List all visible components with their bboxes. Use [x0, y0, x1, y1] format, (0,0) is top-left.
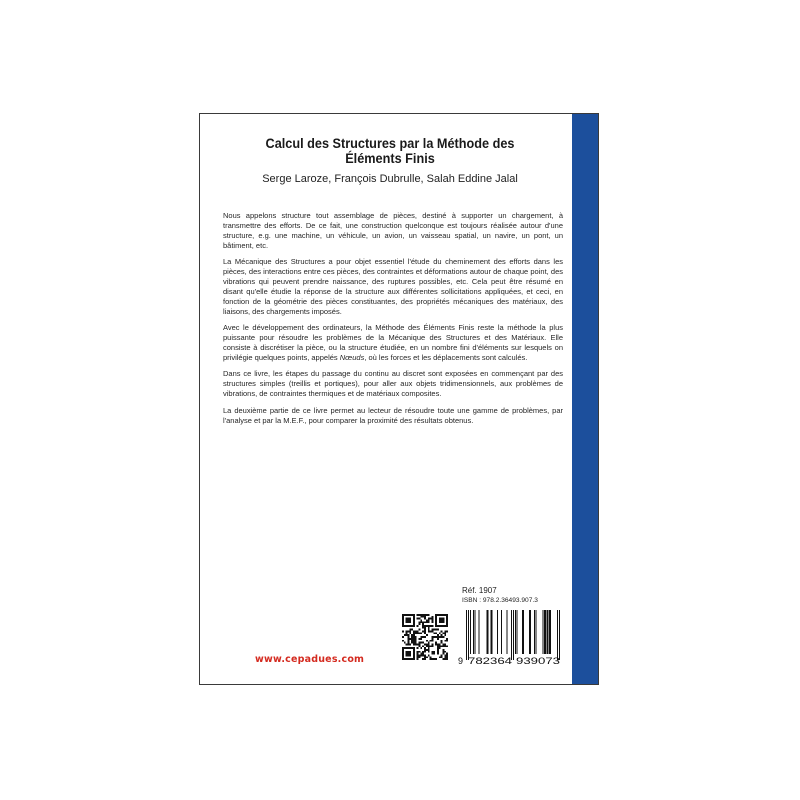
barcode-lead-digit: 9 — [458, 656, 464, 666]
paragraph-3 — [223, 323, 563, 363]
paragraph-2: La Mécanique des Structures a pour objet essentiel l'étude du cheminement des efforts dans les pièces, des interactions entre ces pièces, des contraintes et déformations autour de chaque point, des vibrations qui peuvent prendre naissance, des ruptures possibles, etc. Cela peut être résumé en disant qu'elle étudie la réponse de la structure aux différentes sollicitations appliquées, et ceci, en fonction de la géométrie des pièces constituantes, des propriétés mécaniques des matériaux, des liaisons, des chargements imposés. — [223, 257, 563, 316]
qr-code — [402, 614, 448, 660]
description-text — [223, 211, 563, 432]
book-title-line-1: Calcul des Structures par la Méthode des — [265, 136, 515, 151]
book-back-cover — [199, 113, 599, 685]
blue-spine-band — [572, 114, 598, 684]
paragraph-3-italic: Nœuds — [339, 352, 365, 362]
publisher-website[interactable]: www.cepadues.com — [255, 654, 365, 665]
paragraph-1: Nous appelons structure tout assemblage de pièces, destiné à supporter un chargement, à transmettre des efforts. De ce fait, une construction quelconque est toujours réalisée autour d'une structure, e.g. une machine, un véhicule, un avion, un vaisseau spatial, un navire, un pont, un bâtiment, etc. — [223, 211, 563, 250]
reference-number: Réf. 1907 — [462, 586, 497, 595]
isbn-number: ISBN : 978.2.36493.907.3 — [462, 597, 538, 604]
paragraph-3-text-b: , où les forces et les déplacements sont calculés. — [364, 352, 528, 362]
book-title-line-2: Éléments Finis — [345, 151, 435, 166]
book-authors: Serge Laroze, François Dubrulle, Salah Eddine Jalal — [262, 173, 518, 185]
paragraph-3-text-a: Avec le développement des ordinateurs, la Méthode des Éléments Finis reste la méthode la plus puissante pour résoudre les problèmes de la Mécanique des Structures et des Matériaux. Elle consiste à discrétiser la pièce, ou la structure étudiée, en un nombre fini d'éléments sur lesquels on privilégie quelques points, appelés — [223, 323, 563, 362]
paragraph-4: Dans ce livre, les étapes du passage du continu au discret sont exposées en commençant par des structures simples (treillis et portiques), pour aller aux objets tridimensionnels, aux problèmes de vibrations, de contraintes thermiques et de matériaux composites. — [223, 369, 563, 399]
book-title — [240, 136, 541, 166]
barcode-right-digits: 939073 — [516, 656, 560, 666]
isbn-barcode — [456, 608, 570, 666]
paragraph-5: La deuxième partie de ce livre permet au lecteur de résoudre toute une gamme de problèmes, par l'analyse et par la M.E.F., pour comparer la proximité des résultats obtenus. — [223, 405, 563, 425]
barcode-left-digits: 782364 — [468, 656, 512, 666]
